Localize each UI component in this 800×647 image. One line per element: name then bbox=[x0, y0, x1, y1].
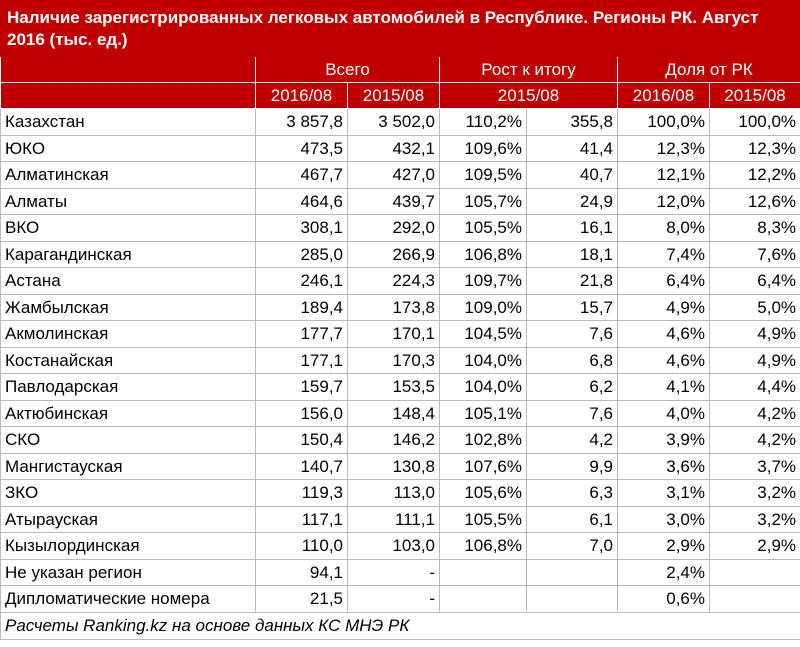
region-name-cell: Акмолинская bbox=[1, 321, 256, 348]
group-header-total: Всего bbox=[256, 57, 440, 83]
share-2016-cell: 4,6% bbox=[618, 347, 710, 374]
growth-pct-cell: 107,6% bbox=[440, 453, 527, 480]
share-2015-cell: 12,2% bbox=[710, 162, 800, 189]
table-row bbox=[1, 480, 800, 507]
table-row bbox=[1, 347, 800, 374]
growth-abs-cell: 7,6 bbox=[527, 400, 618, 427]
total-2015-cell: 439,7 bbox=[348, 188, 440, 215]
sub-header-total-2015: 2015/08 bbox=[348, 83, 440, 109]
total-2015-cell: 148,4 bbox=[348, 400, 440, 427]
growth-abs-cell: 4,2 bbox=[527, 427, 618, 454]
table-row bbox=[1, 506, 800, 533]
total-2015-cell: 266,9 bbox=[348, 241, 440, 268]
growth-pct-cell: 104,0% bbox=[440, 347, 527, 374]
growth-pct-cell: 109,7% bbox=[440, 268, 527, 295]
growth-pct-cell: 105,1% bbox=[440, 400, 527, 427]
sub-header-total-2016: 2016/08 bbox=[256, 83, 348, 109]
total-2016-cell: 94,1 bbox=[256, 559, 348, 586]
total-2016-cell: 246,1 bbox=[256, 268, 348, 295]
share-2015-cell: 100,0% bbox=[710, 109, 800, 136]
growth-pct-cell: 106,8% bbox=[440, 533, 527, 560]
table-row bbox=[1, 453, 800, 480]
region-name-cell: СКО bbox=[1, 427, 256, 454]
table-row bbox=[1, 586, 800, 613]
table-row bbox=[1, 188, 800, 215]
share-2015-cell: 6,4% bbox=[710, 268, 800, 295]
share-2015-cell: 4,9% bbox=[710, 321, 800, 348]
share-2015-cell: 3,2% bbox=[710, 480, 800, 507]
share-2016-cell: 4,1% bbox=[618, 374, 710, 401]
region-name-cell: Мангистауская bbox=[1, 453, 256, 480]
header-empty-cell bbox=[1, 57, 256, 83]
total-2015-cell: 130,8 bbox=[348, 453, 440, 480]
table-row bbox=[1, 109, 800, 136]
sub-header-row bbox=[1, 83, 800, 109]
total-2015-cell: 146,2 bbox=[348, 427, 440, 454]
region-name-cell: Павлодарская bbox=[1, 374, 256, 401]
growth-pct-cell: 105,5% bbox=[440, 215, 527, 242]
total-2016-cell: 177,7 bbox=[256, 321, 348, 348]
growth-abs-cell: 21,8 bbox=[527, 268, 618, 295]
region-name-cell: Алматинская bbox=[1, 162, 256, 189]
sub-header-share-2015: 2015/08 bbox=[710, 83, 800, 109]
growth-abs-cell: 6,8 bbox=[527, 347, 618, 374]
group-header-row bbox=[1, 57, 800, 83]
growth-pct-cell: 109,0% bbox=[440, 294, 527, 321]
total-2016-cell: 119,3 bbox=[256, 480, 348, 507]
share-2016-cell: 3,1% bbox=[618, 480, 710, 507]
total-2016-cell: 156,0 bbox=[256, 400, 348, 427]
total-2016-cell: 140,7 bbox=[256, 453, 348, 480]
region-name-cell: ВКО bbox=[1, 215, 256, 242]
total-2015-cell: - bbox=[348, 586, 440, 613]
share-2016-cell: 6,4% bbox=[618, 268, 710, 295]
growth-abs-cell bbox=[527, 559, 618, 586]
growth-abs-cell: 6,1 bbox=[527, 506, 618, 533]
region-name-cell: Астана bbox=[1, 268, 256, 295]
share-2015-cell: 3,2% bbox=[710, 506, 800, 533]
growth-abs-cell: 41,4 bbox=[527, 135, 618, 162]
share-2015-cell bbox=[710, 559, 800, 586]
table-row bbox=[1, 533, 800, 560]
total-2015-cell: 111,1 bbox=[348, 506, 440, 533]
growth-pct-cell: 104,5% bbox=[440, 321, 527, 348]
table-row bbox=[1, 241, 800, 268]
share-2015-cell: 5,0% bbox=[710, 294, 800, 321]
region-name-cell: Казахстан bbox=[1, 109, 256, 136]
total-2015-cell: 224,3 bbox=[348, 268, 440, 295]
footnote: Расчеты Ranking.kz на основе данных КС МНЭ РК bbox=[1, 612, 800, 639]
share-2016-cell: 12,0% bbox=[618, 188, 710, 215]
total-2015-cell: 173,8 bbox=[348, 294, 440, 321]
total-2015-cell: 3 502,0 bbox=[348, 109, 440, 136]
growth-abs-cell bbox=[527, 586, 618, 613]
region-name-cell: Алматы bbox=[1, 188, 256, 215]
table-row bbox=[1, 374, 800, 401]
total-2016-cell: 189,4 bbox=[256, 294, 348, 321]
share-2016-cell: 3,6% bbox=[618, 453, 710, 480]
growth-pct-cell bbox=[440, 559, 527, 586]
share-2016-cell: 12,3% bbox=[618, 135, 710, 162]
growth-pct-cell: 105,6% bbox=[440, 480, 527, 507]
total-2016-cell: 110,0 bbox=[256, 533, 348, 560]
group-header-share: Доля от РК bbox=[618, 57, 800, 83]
table-row bbox=[1, 215, 800, 242]
total-2015-cell: 432,1 bbox=[348, 135, 440, 162]
share-2015-cell: 4,9% bbox=[710, 347, 800, 374]
table-row bbox=[1, 559, 800, 586]
share-2016-cell: 8,0% bbox=[618, 215, 710, 242]
total-2016-cell: 3 857,8 bbox=[256, 109, 348, 136]
total-2016-cell: 285,0 bbox=[256, 241, 348, 268]
share-2015-cell: 7,6% bbox=[710, 241, 800, 268]
growth-pct-cell: 102,8% bbox=[440, 427, 527, 454]
table-row bbox=[1, 400, 800, 427]
total-2016-cell: 150,4 bbox=[256, 427, 348, 454]
share-2015-cell: 2,9% bbox=[710, 533, 800, 560]
share-2016-cell: 7,4% bbox=[618, 241, 710, 268]
total-2016-cell: 308,1 bbox=[256, 215, 348, 242]
growth-abs-cell: 9,9 bbox=[527, 453, 618, 480]
share-2015-cell: 12,6% bbox=[710, 188, 800, 215]
growth-pct-cell: 109,5% bbox=[440, 162, 527, 189]
total-2015-cell: 153,5 bbox=[348, 374, 440, 401]
share-2015-cell bbox=[710, 586, 800, 613]
region-name-cell: Жамбылская bbox=[1, 294, 256, 321]
growth-abs-cell: 7,6 bbox=[527, 321, 618, 348]
share-2015-cell: 4,2% bbox=[710, 400, 800, 427]
region-name-cell: Дипломатические номера bbox=[1, 586, 256, 613]
share-2016-cell: 2,9% bbox=[618, 533, 710, 560]
region-name-cell: Атырауская bbox=[1, 506, 256, 533]
growth-pct-cell: 106,8% bbox=[440, 241, 527, 268]
total-2015-cell: 170,3 bbox=[348, 347, 440, 374]
title-row bbox=[1, 1, 800, 57]
growth-abs-cell: 6,3 bbox=[527, 480, 618, 507]
group-header-growth: Рост к итогу bbox=[440, 57, 618, 83]
growth-abs-cell: 355,8 bbox=[527, 109, 618, 136]
share-2015-cell: 12,3% bbox=[710, 135, 800, 162]
growth-pct-cell: 110,2% bbox=[440, 109, 527, 136]
total-2016-cell: 159,7 bbox=[256, 374, 348, 401]
table-row bbox=[1, 135, 800, 162]
share-2016-cell: 4,9% bbox=[618, 294, 710, 321]
total-2015-cell: 170,1 bbox=[348, 321, 440, 348]
share-2015-cell: 4,2% bbox=[710, 427, 800, 454]
growth-pct-cell: 105,5% bbox=[440, 506, 527, 533]
growth-abs-cell: 40,7 bbox=[527, 162, 618, 189]
table-row bbox=[1, 321, 800, 348]
footnote-row bbox=[1, 612, 800, 639]
region-name-cell: Карагандинская bbox=[1, 241, 256, 268]
share-2015-cell: 4,4% bbox=[710, 374, 800, 401]
growth-pct-cell: 109,6% bbox=[440, 135, 527, 162]
table-title: Наличие зарегистрированных легковых автомобилей в Республике. Регионы РК. Август 2016 (тыс. ед.) bbox=[1, 1, 800, 57]
share-2015-cell: 8,3% bbox=[710, 215, 800, 242]
region-name-cell: Не указан регион bbox=[1, 559, 256, 586]
share-2016-cell: 3,9% bbox=[618, 427, 710, 454]
total-2016-cell: 473,5 bbox=[256, 135, 348, 162]
region-name-cell: ЗКО bbox=[1, 480, 256, 507]
growth-abs-cell: 24,9 bbox=[527, 188, 618, 215]
total-2016-cell: 21,5 bbox=[256, 586, 348, 613]
growth-abs-cell: 7,0 bbox=[527, 533, 618, 560]
table-row bbox=[1, 294, 800, 321]
region-name-cell: Костанайская bbox=[1, 347, 256, 374]
header-empty-cell bbox=[1, 83, 256, 109]
sub-header-growth-2015: 2015/08 bbox=[440, 83, 618, 109]
total-2016-cell: 177,1 bbox=[256, 347, 348, 374]
share-2016-cell: 2,4% bbox=[618, 559, 710, 586]
share-2015-cell: 3,7% bbox=[710, 453, 800, 480]
growth-abs-cell: 18,1 bbox=[527, 241, 618, 268]
share-2016-cell: 4,0% bbox=[618, 400, 710, 427]
region-name-cell: Кызылординская bbox=[1, 533, 256, 560]
total-2015-cell: - bbox=[348, 559, 440, 586]
total-2015-cell: 103,0 bbox=[348, 533, 440, 560]
table-row bbox=[1, 162, 800, 189]
sub-header-share-2016: 2016/08 bbox=[618, 83, 710, 109]
total-2016-cell: 467,7 bbox=[256, 162, 348, 189]
growth-abs-cell: 16,1 bbox=[527, 215, 618, 242]
growth-pct-cell: 105,7% bbox=[440, 188, 527, 215]
growth-abs-cell: 6,2 bbox=[527, 374, 618, 401]
share-2016-cell: 12,1% bbox=[618, 162, 710, 189]
share-2016-cell: 4,6% bbox=[618, 321, 710, 348]
total-2015-cell: 292,0 bbox=[348, 215, 440, 242]
table-row bbox=[1, 268, 800, 295]
share-2016-cell: 100,0% bbox=[618, 109, 710, 136]
total-2015-cell: 113,0 bbox=[348, 480, 440, 507]
region-name-cell: ЮКО bbox=[1, 135, 256, 162]
share-2016-cell: 0,6% bbox=[618, 586, 710, 613]
total-2016-cell: 464,6 bbox=[256, 188, 348, 215]
region-name-cell: Актюбинская bbox=[1, 400, 256, 427]
growth-pct-cell bbox=[440, 586, 527, 613]
total-2015-cell: 427,0 bbox=[348, 162, 440, 189]
total-2016-cell: 117,1 bbox=[256, 506, 348, 533]
table-row bbox=[1, 427, 800, 454]
growth-abs-cell: 15,7 bbox=[527, 294, 618, 321]
growth-pct-cell: 104,0% bbox=[440, 374, 527, 401]
share-2016-cell: 3,0% bbox=[618, 506, 710, 533]
